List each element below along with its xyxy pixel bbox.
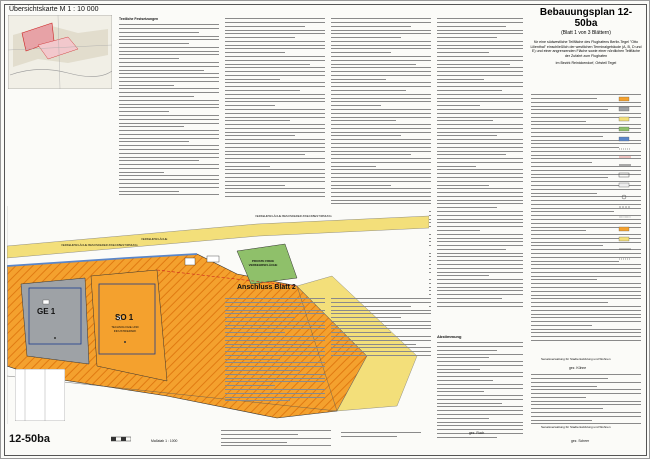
text-column-1 (119, 23, 219, 197)
north-arrow-icon (111, 433, 131, 449)
plan-subtitle: (Blatt 1 von 3 Blättern) (561, 30, 611, 36)
zone-ge1-label: GE 1 (37, 307, 56, 316)
signature-1: gez. Kühne (569, 366, 587, 370)
road-label-3: VERKEHRSFLÄCHE BESONDERER ZWECKBESTIMMUNG (61, 243, 138, 247)
text-column-lower-2 (331, 297, 431, 358)
overview-title: Übersichtskarte M 1 : 10 000 (9, 6, 99, 13)
overview-map (8, 15, 112, 89)
plan-number-label: 12-50ba (9, 433, 50, 445)
footer-text-2 (341, 431, 421, 439)
zone-so1-label: SO 1 (115, 313, 134, 322)
coordinates-table (15, 369, 65, 421)
office-label-1: Senatsverwaltung für Stadtentwicklung und Wohnen (541, 357, 611, 361)
road-label-1: VERKEHRSFLÄCHE BESONDERER ZWECKBESTIMMUNG (255, 214, 332, 218)
plan-scale: Maßstab 1 : 1000 (151, 439, 178, 443)
plan-district: im Bezirk Reinickendorf, Ortsteil Tegel (555, 61, 617, 65)
connection-label: Anschluss Blatt 2 (237, 284, 296, 291)
abstimmung-text (437, 341, 523, 439)
abstimmung-heading: Abstimmung (437, 334, 462, 339)
right-bottom-text (531, 373, 641, 426)
zone-so1-sublabel: TECHNOLOGIE-UND INDUSTRIEPARK (111, 325, 139, 333)
office-label-2: Senatsverwaltung für Stadtentwicklung und Wohnen (541, 425, 611, 429)
legend-symbols (617, 93, 643, 343)
text-column-4 (437, 17, 523, 308)
signature-3: gez. Scheer (571, 439, 590, 443)
festsetzungen-heading: Textliche Festsetzungen (119, 17, 159, 21)
zone-private-label: PRIVATE FREIE VERKEHRSFLÄCHE (248, 259, 278, 267)
road-label-2: VERKEHRSFLÄCHE (141, 237, 168, 241)
text-column-lower-1 (225, 297, 325, 403)
plan-description: für eine südwestliche Teilfläche des Flughafens Berlin-Tegel "Otto Lilienthal" einschließlich der westlichen Terminalgebäude (A, B, D und E) und einer angrenzenden Fläche sowie einer nördlichen Teilfläche der Zufahrt zum Flughafen (530, 40, 642, 58)
plan-title: Bebauungsplan 12-50ba (539, 7, 633, 29)
plan-title-block (529, 7, 643, 65)
text-column-2 (225, 17, 325, 199)
signature-2: gez. Ruch (469, 431, 485, 435)
footer-text (221, 429, 331, 448)
